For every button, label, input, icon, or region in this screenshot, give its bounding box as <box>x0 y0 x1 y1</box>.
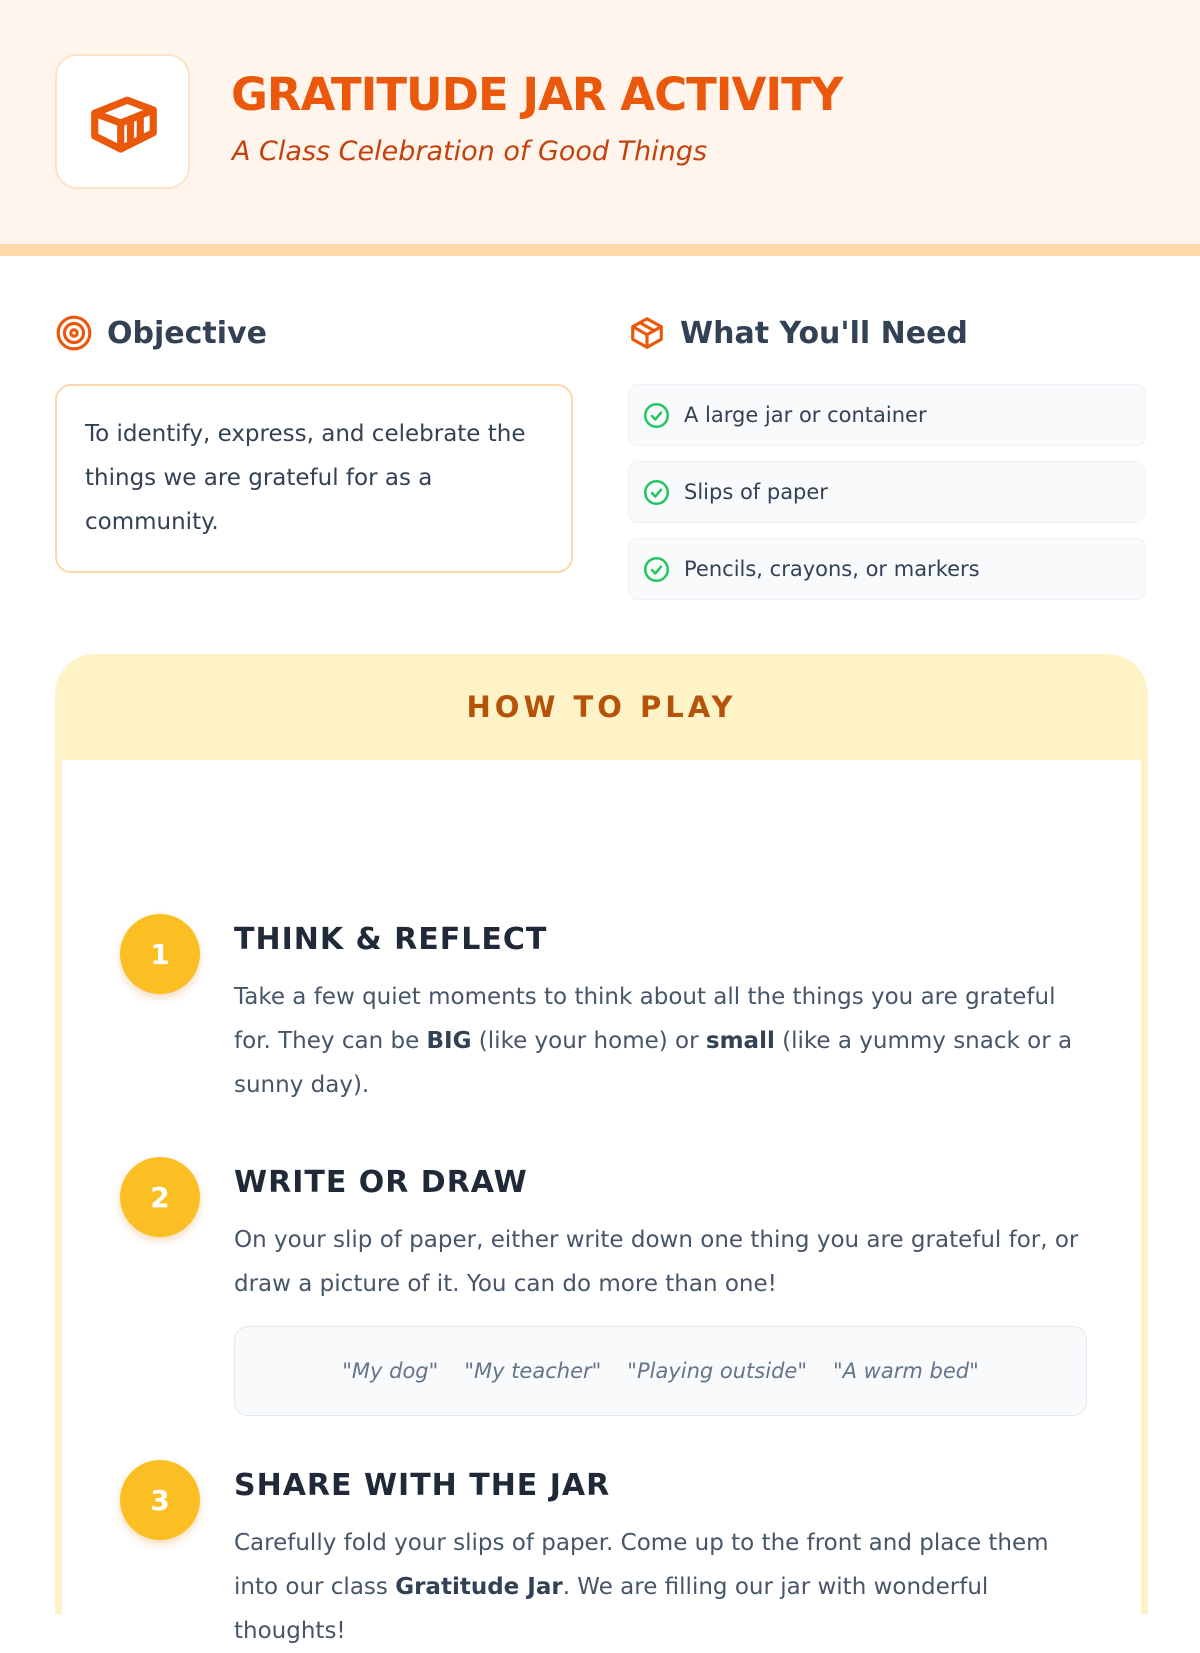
step-number-badge: 3 <box>120 1460 200 1540</box>
jar-icon <box>85 84 163 162</box>
objective-text: To identify, express, and celebrate the things we are grateful for as a community. <box>85 421 526 535</box>
box-icon <box>628 314 666 352</box>
how-to-play-heading: HOW TO PLAY <box>466 690 737 724</box>
step-description: On your slip of paper, either write down one thing you are grateful for, or draw a picture of it. You can do more than one! <box>234 1227 1079 1297</box>
step-number-badge: 2 <box>120 1157 200 1237</box>
header-divider <box>0 244 1200 256</box>
page-header <box>0 0 1200 244</box>
objective-heading <box>55 314 267 352</box>
step-description: Take a few quiet moments to think about all the things you are grateful for. They can be BIG (like your home) or small (like a yummy snack or a sunny day). <box>234 984 1073 1098</box>
check-circle-icon <box>643 402 670 429</box>
logo-badge <box>55 54 190 189</box>
target-icon <box>55 314 93 352</box>
step-title: SHARE WITH THE JAR <box>234 1468 611 1503</box>
examples-box <box>234 1326 1087 1416</box>
list-item-label: Slips of paper <box>684 480 828 504</box>
step-description: Carefully fold your slips of paper. Come up to the front and place them into our class Gratitude Jar. We are filling our jar with wonderful thoughts! <box>234 1530 1049 1644</box>
page-title: GRATITUDE JAR ACTIVITY <box>231 68 843 121</box>
page-subtitle: A Class Celebration of Good Things <box>232 136 708 167</box>
example-item: "A warm bed" <box>832 1359 979 1383</box>
list-item-label: Pencils, crayons, or markers <box>684 557 980 581</box>
objective-box <box>55 384 573 573</box>
step-title: THINK & REFLECT <box>234 922 548 957</box>
list-item <box>628 461 1146 523</box>
list-item <box>628 538 1146 600</box>
check-circle-icon <box>643 556 670 583</box>
example-item: "My teacher" <box>464 1359 602 1383</box>
example-item: "My dog" <box>342 1359 439 1383</box>
steps-panel <box>62 760 1141 1644</box>
example-item: "Playing outside" <box>627 1359 807 1383</box>
how-to-play-card <box>55 654 1148 1644</box>
list-item <box>628 384 1146 446</box>
list-item-label: A large jar or container <box>684 403 927 427</box>
objective-title: Objective <box>107 315 267 351</box>
needs-title: What You'll Need <box>680 315 968 351</box>
check-circle-icon <box>643 479 670 506</box>
step-number-badge: 1 <box>120 914 200 994</box>
step-title: WRITE OR DRAW <box>234 1165 528 1200</box>
needs-heading <box>628 314 968 352</box>
